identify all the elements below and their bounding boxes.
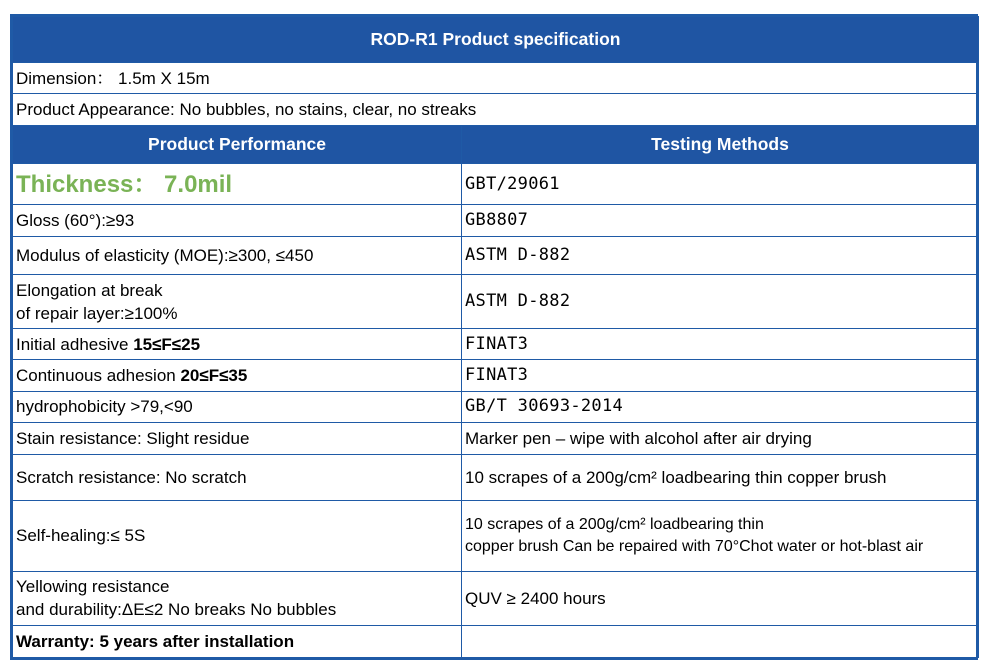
method-cell: Marker pen – wipe with alcohol after air drying: [462, 422, 979, 454]
table-row: [13, 275, 979, 329]
performance-value: 20≤F≤35: [180, 366, 248, 385]
method-cell: [462, 500, 979, 571]
table-row: [13, 360, 979, 391]
method-cell: 10 scrapes of a 200g/cm² loadbearing thin copper brush: [462, 454, 979, 500]
table-row: [13, 237, 979, 275]
method-line: copper brush Can be repaired with 70°Chot water or hot-blast air: [465, 537, 924, 555]
table-row: [13, 500, 979, 571]
method-line: 10 scrapes of a 200g/cm² loadbearing thin: [465, 515, 764, 533]
performance-cell: Stain resistance: Slight residue: [13, 422, 462, 454]
method-cell: GB8807: [462, 205, 979, 237]
table-row: [13, 625, 979, 657]
table-row: [13, 205, 979, 237]
performance-cell: hydrophobicity >79,<90: [13, 391, 462, 422]
performance-cell: [13, 275, 462, 329]
performance-line: Yellowing resistance: [16, 577, 170, 597]
method-cell: ASTM D-882: [462, 237, 979, 275]
dimension-cell: Dimension： 1.5m X 15m: [13, 63, 979, 94]
method-cell: FINAT3: [462, 360, 979, 391]
performance-text: Initial adhesive: [16, 334, 134, 354]
performance-line: Elongation at break: [16, 280, 163, 300]
method-cell: QUV ≥ 2400 hours: [462, 571, 979, 625]
table-row: [13, 94, 979, 126]
header-methods: Testing Methods: [462, 126, 979, 164]
performance-cell: Modulus of elasticity (MOE):≥300, ≤450: [13, 237, 462, 275]
table-row: [13, 571, 979, 625]
performance-cell: Gloss (60°):≥93: [13, 205, 462, 237]
performance-line: of repair layer:≥100%: [16, 303, 178, 323]
performance-cell: [13, 329, 462, 360]
performance-cell: [13, 360, 462, 391]
table-row: [13, 422, 979, 454]
title-row: [13, 17, 979, 63]
thickness-cell: Thickness： 7.0mil: [13, 164, 462, 205]
performance-text: Continuous adhesion: [16, 366, 181, 385]
spec-table: [12, 16, 979, 658]
spec-table-container: [10, 14, 978, 660]
performance-value: 15≤F≤25: [133, 334, 201, 354]
method-cell: [462, 625, 979, 657]
column-header-row: [13, 126, 979, 164]
method-cell: GBT/29061: [462, 164, 979, 205]
table-row: [13, 63, 979, 94]
table-row: [13, 391, 979, 422]
header-performance: Product Performance: [13, 126, 462, 164]
table-row: [13, 454, 979, 500]
performance-line: and durability:ΔE≤2 No breaks No bubbles: [16, 600, 337, 620]
performance-cell: Scratch resistance: No scratch: [13, 454, 462, 500]
table-title: ROD-R1 Product specification: [13, 17, 979, 63]
table-row: [13, 329, 979, 360]
table-row: [13, 164, 979, 205]
performance-cell: Self-healing:≤ 5S: [13, 500, 462, 571]
method-cell: FINAT3: [462, 329, 979, 360]
method-cell: ASTM D-882: [462, 275, 979, 329]
performance-cell: [13, 571, 462, 625]
appearance-cell: Product Appearance: No bubbles, no stains, clear, no streaks: [13, 94, 979, 126]
method-cell: GB/T 30693-2014: [462, 391, 979, 422]
warranty-cell: Warranty: 5 years after installation: [13, 625, 462, 657]
